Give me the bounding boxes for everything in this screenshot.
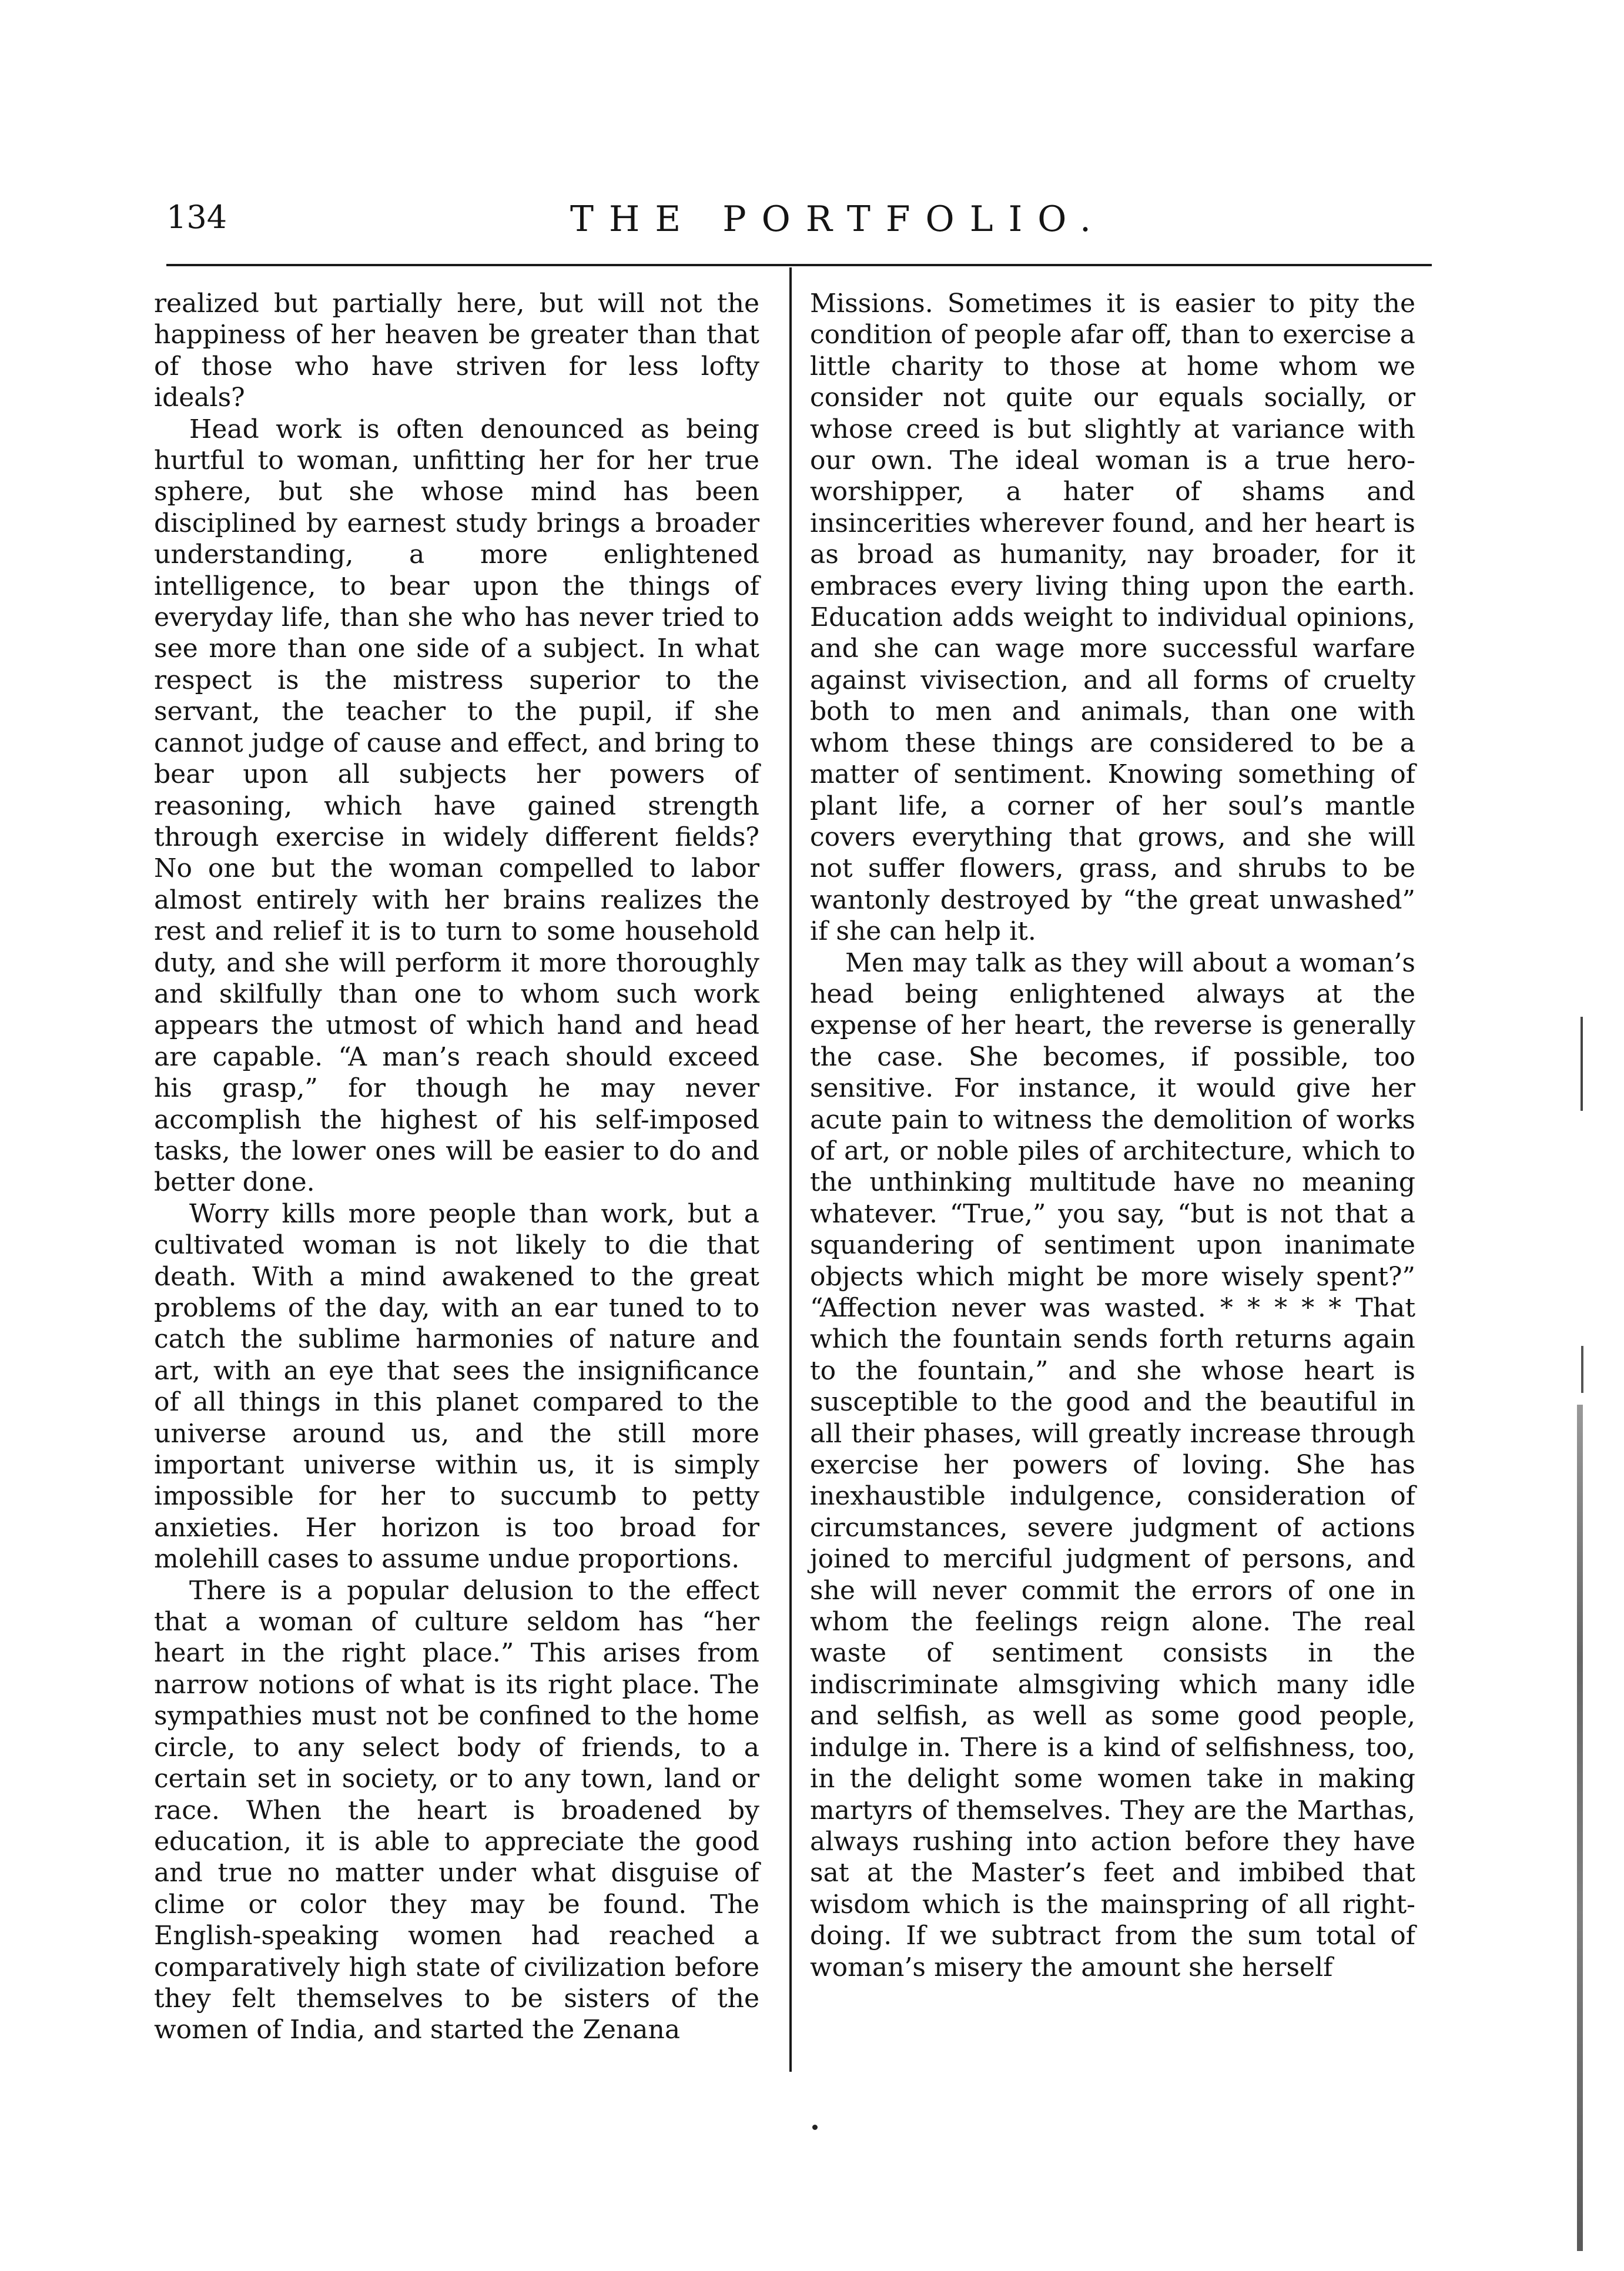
paragraph: realized but partially here, but will not the happiness of her heaven be greater than that of those who have striven for less lofty ideals? [154, 289, 759, 413]
paragraph: Missions. Sometimes it is easier to pity the condition of people afar off, than to exercise a little charity to those at home whom we consider not quite our equals socially, or whose creed is but slightly at variance with our own. The ideal woman is a true hero-worshipper, a hater of shams and insincerities wherever found, and her heart is as broad as humanity, nay broader, for it embraces every living thing upon the earth. Education adds weight to individual opinions, and she can wage more successful warfare against vivisection, and all forms of cruelty both to men and animals, than one with whom these things are considered to be a matter of sentiment. Knowing something of plant life, a corner of her soul’s mantle covers everything that grows, and she will not suffer flowers, grass, and shrubs to be wantonly destroyed by “the great unwashed” if she can help it. [810, 289, 1415, 947]
stray-ink-mark [812, 2125, 818, 2130]
page-number: 134 [166, 199, 227, 236]
paragraph: There is a popular delusion to the effect that a woman of culture seldom has “her heart in the right place.” This arises from narrow notions of what is its right place. The sympathies must not be confined to the home circle, to any select body of friends, to a certain set in society, or to any town, land or race. When the heart is broadened by education, it is able to appreciate the good and true no matter under what disguise of clime or color they may be found. The English-speaking women had reached a comparatively high state of civilization before they felt themselves to be sisters of the women of India, and started the Zenana [154, 1575, 759, 2045]
paragraph: Worry kills more people than work, but a cultivated woman is not likely to die that death. With a mind awakened to the great problems of the day, with an ear tuned to to catch the sublime harmonies of nature and art, with an eye that sees the insignificance of all things in this planet compared to the universe around us, and the still more important universe within us, it is simply impossible for her to succumb to petty anxieties. Her horizon is too broad for molehill cases to assume undue proportions. [154, 1198, 759, 1575]
running-title: THE PORTFOLIO. [570, 199, 1107, 240]
left-column [154, 288, 759, 2046]
page-edge-shadow [1577, 1405, 1583, 2251]
paragraph: Head work is often denounced as being hurtful to woman, unfitting her for her true sphere, but she whose mind has been disciplined by earnest study brings a broader understanding, a more enlightened intelligence, to bear upon the things of everyday life, than she who has never tried to see more than one side of a subject. In what respect is the mistress superior to the servant, the teacher to the pupil, if she cannot judge of cause and effect, and bring to bear upon all subjects her powers of reasoning, which have gained strength through exercise in widely different fields? No one but the woman compelled to labor almost entirely with her brains realizes the rest and relief it is to turn to some household duty, and she will perform it more thoroughly and skilfully than one to whom such work appears the utmost of which hand and head are capable. “A man’s reach should exceed his grasp,” for though he may never accomplish the highest of his self-imposed tasks, the lower ones will be easier to do and better done. [154, 414, 759, 1198]
page-edge-tick [1581, 1346, 1583, 1393]
header-rule [166, 264, 1432, 266]
right-column [810, 288, 1415, 1983]
column-rule [789, 267, 792, 2072]
page-edge-tick [1581, 1017, 1583, 1111]
paragraph: Men may talk as they will about a woman’s head being enlightened always at the expense of her heart, the reverse is generally the case. She becomes, if possible, too sensitive. For instance, it would give her acute pain to witness the demolition of works of art, or noble piles of architecture, which to the unthinking multitude have no meaning whatever. “True,” you say, “but is not that a squandering of sentiment upon inanimate objects which might be more wisely spent?” “Affection never was wasted. * * * * * That which the fountain sends forth returns again to the fountain,” and she whose heart is susceptible to the good and the beautiful in all their phases, will greatly increase through exercise her powers of loving. She has inexhaustible indulgence, consideration of circumstances, severe judgment of actions joined to merciful judgment of persons, and she will never commit the errors of one in whom the feelings reign alone. The real waste of sentiment consists in the indiscriminate almsgiving which many idle and selfish, as well as some good people, indulge in. There is a kind of selfishness, too, in the delight some women take in making martyrs of themselves. They are the Marthas, always rushing into action before they have sat at the Master’s feet and imbibed that wisdom which is the mainspring of all right-doing. If we subtract from the sum total of woman’s misery the amount she herself [810, 947, 1415, 1982]
